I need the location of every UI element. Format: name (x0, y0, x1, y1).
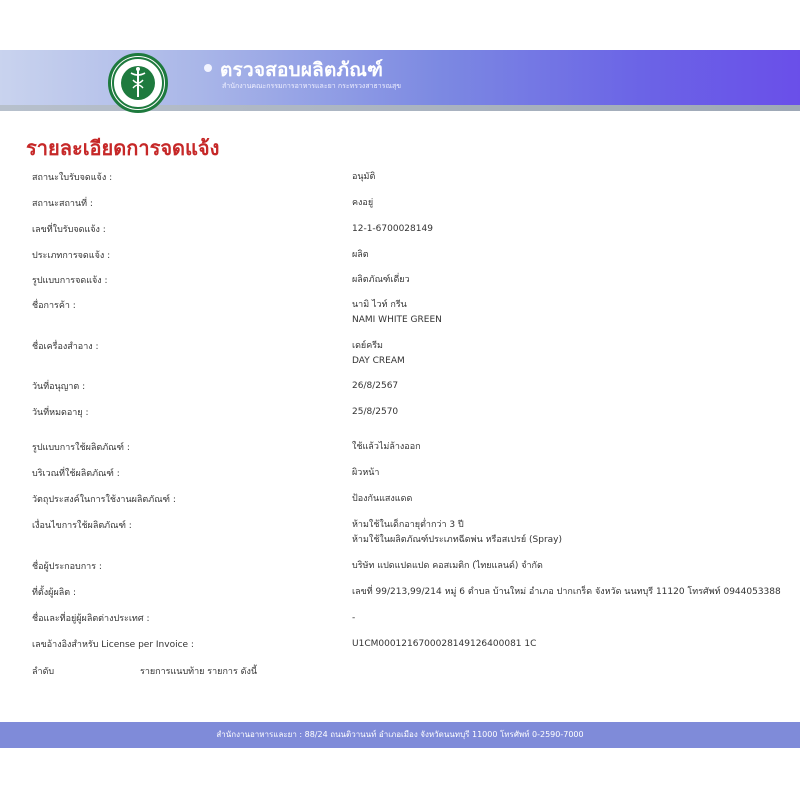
header-subtitle: สำนักงานคณะกรรมการอาหารและยา กระทรวงสาธารณสุข (222, 82, 402, 90)
row-value: ผลิต (352, 250, 369, 260)
page-title: รายละเอียดการจดแจ้ง (26, 136, 220, 160)
row-label: ชื่อและที่อยู่ผู้ผลิตต่างประเทศ : (32, 614, 150, 624)
row-label: รูปแบบการใช้ผลิตภัณฑ์ : (32, 443, 130, 453)
row-value: - (352, 613, 356, 623)
row-value: ผิวหน้า (352, 468, 380, 478)
row-label: เลขที่ใบรับจดแจ้ง : (32, 225, 106, 235)
row-value: 26/8/2567 (352, 381, 399, 391)
row-value: คงอยู่ (352, 198, 374, 208)
row-label: สถานะใบรับจดแจ้ง : (32, 173, 113, 183)
footer-bar (0, 722, 800, 748)
row-value: 12-1-6700028149 (352, 224, 433, 234)
row-value: นามิ ไวท์ กรีน NAMI WHITE GREEN (352, 300, 442, 325)
row-label: เลขอ้างอิงสำหรับ License per Invoice : (32, 640, 194, 650)
row-label: ชื่อเครื่องสำอาง : (32, 342, 99, 352)
footer-text: สำนักงานอาหารและยา : 88/24 ถนนติวานนท์ อำเภอเมือง จังหวัดนนทบุรี 11000 โทรศัพท์ 0-2590-7000 (216, 730, 584, 739)
row-value: ห้ามใช้ในเด็กอายุต่ำกว่า 3 ปี ห้ามใช้ในผลิตภัณฑ์ประเภทฉีดพ่น หรือสเปรย์ (Spray) (352, 520, 563, 545)
row-value: ผลิตภัณฑ์เดี่ยว (352, 275, 410, 285)
order-label: ลำดับ (32, 667, 55, 677)
row-value: อนุมัติ (352, 172, 376, 182)
row-value: ป้องกันแสงแดด (352, 494, 413, 504)
row-label: สถานะสถานที่ : (32, 199, 93, 209)
row-label: ชื่อการค้า : (32, 301, 76, 311)
row-value: 25/8/2570 (352, 407, 399, 417)
row-value: บริษัท แปดแปดแปด คอสเมติก (ไทยแลนด์) จำกัด (352, 561, 543, 571)
row-label: ประเภทการจดแจ้ง : (32, 251, 111, 261)
header-title: ตรวจสอบผลิตภัณฑ์ (220, 59, 384, 81)
row-label: บริเวณที่ใช้ผลิตภัณฑ์ : (32, 469, 120, 479)
attachment-text: รายการแนบท้าย รายการ ดังนี้ (140, 667, 258, 677)
row-value: ใช้แล้วไม่ล้างออก (352, 442, 421, 452)
row-label: วันที่อนุญาต : (32, 382, 86, 392)
ministry-logo (108, 53, 168, 113)
row-label: รูปแบบการจดแจ้ง : (32, 276, 108, 286)
caduceus-icon (111, 56, 165, 110)
row-label: วัตถุประสงค์ในการใช้งานผลิตภัณฑ์ : (32, 495, 176, 505)
bullet-icon (204, 64, 212, 72)
row-value: เดย์ครีม DAY CREAM (352, 341, 405, 366)
row-label: ที่ตั้งผู้ผลิต : (32, 588, 76, 598)
row-label: เงื่อนไขการใช้ผลิตภัณฑ์ : (32, 521, 132, 531)
row-label: ชื่อผู้ประกอบการ : (32, 562, 102, 572)
row-value: U1CM0001216700028149126400081 1C (352, 639, 537, 649)
row-label: วันที่หมดอายุ : (32, 408, 89, 418)
row-value: เลขที่ 99/213,99/214 หมู่ 6 ตำบล บ้านใหม่ อำเภอ ปากเกร็ด จังหวัด นนทบุรี 11120 โทรศัพท์ 0944053388 (352, 587, 781, 597)
